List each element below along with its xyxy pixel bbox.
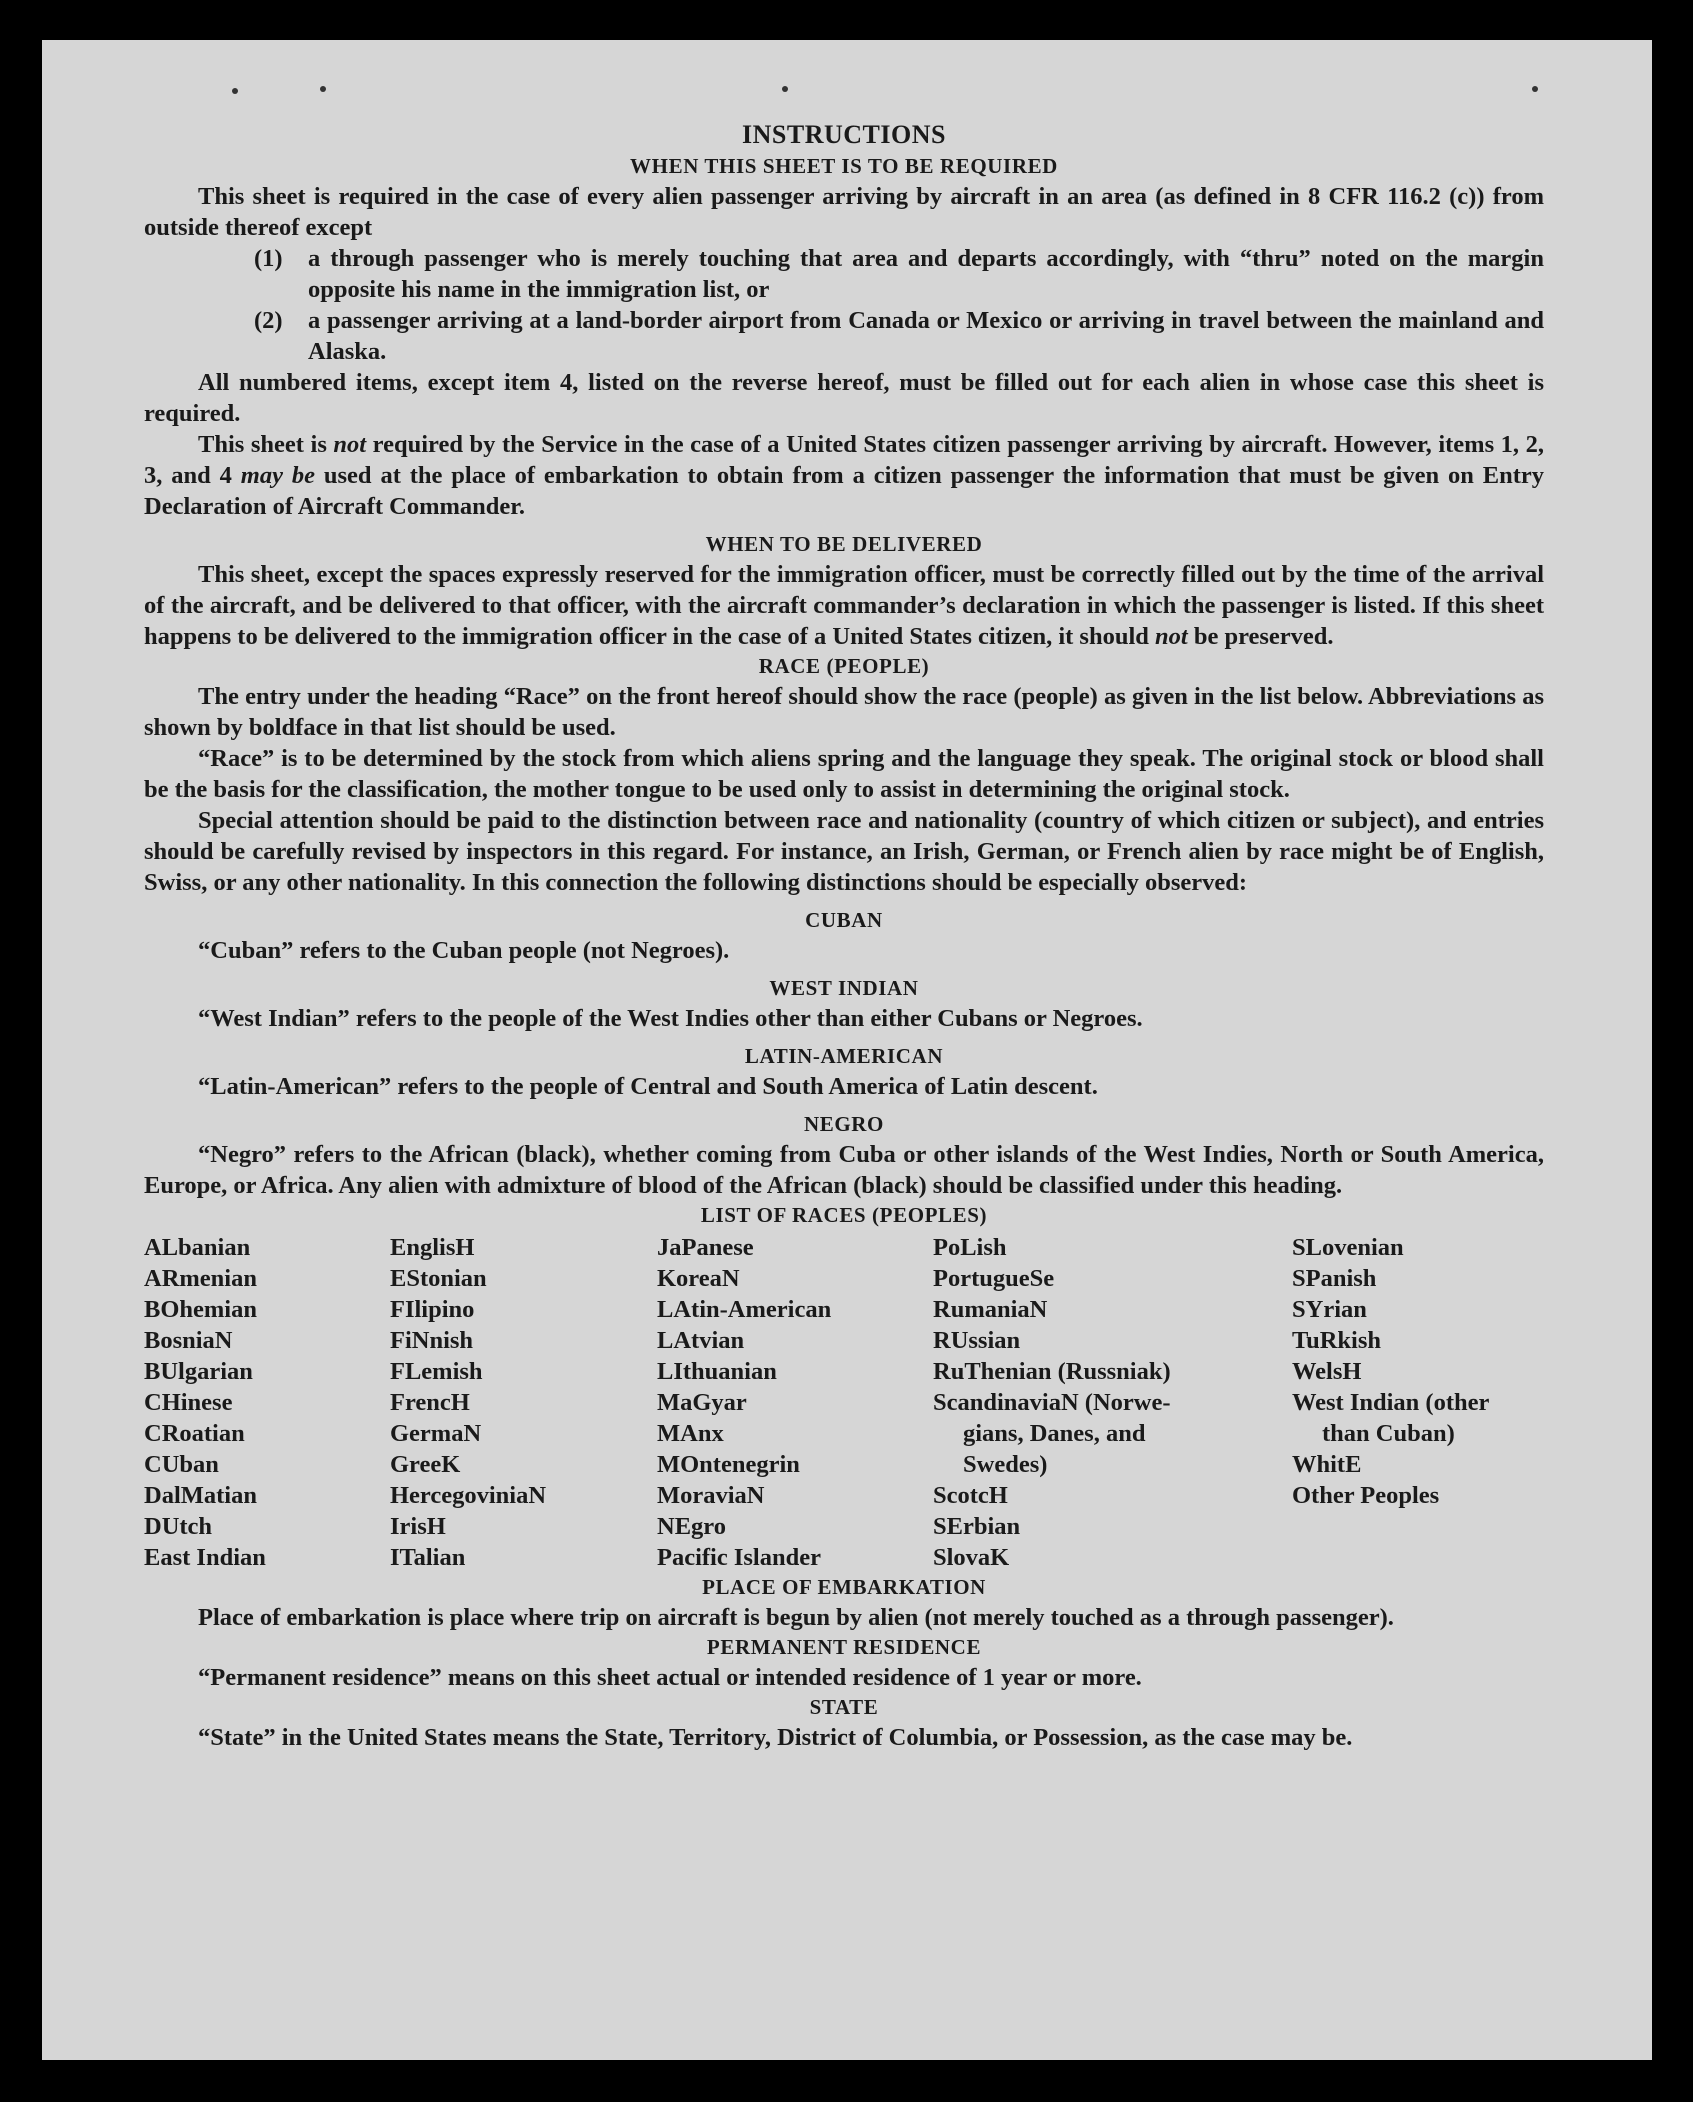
list-item bbox=[144, 305, 1544, 367]
instructions-content bbox=[144, 118, 1544, 1753]
race-entry: GermaN bbox=[390, 1420, 482, 1447]
paragraph: “Cuban” refers to the Cuban people (not Negroes). bbox=[198, 937, 730, 964]
race-entry: than Cuban) bbox=[1322, 1420, 1455, 1447]
race-entry: FIlipino bbox=[390, 1296, 475, 1323]
paragraph: “Negro” refers to the African (black), whether coming from Cuba or other islands of the West Indies, North or South America, Europe, or Africa. Any alien with admixture of blood of the African (black) should be classified under this heading. bbox=[144, 1141, 1544, 1199]
paragraph: All numbered items, except item 4, listed on the reverse hereof, must be filled out for each alien in whose case this sheet is required. bbox=[144, 369, 1544, 427]
item-number: (2) bbox=[254, 307, 283, 334]
races-column-3 bbox=[657, 1232, 933, 1573]
paragraph: “State” in the United States means the State, Territory, District of Columbia, or Possession, as the case may be. bbox=[198, 1724, 1353, 1751]
races-column-2 bbox=[390, 1232, 657, 1573]
race-entry: ALbanian bbox=[144, 1234, 251, 1261]
race-entry: CHinese bbox=[144, 1389, 233, 1416]
race-entry: FLemish bbox=[390, 1358, 483, 1385]
race-entry: GreeK bbox=[390, 1451, 461, 1478]
item-text: a through passenger who is merely touching that area and departs accordingly, with “thru” noted on the margin opposite his name in the immigration list, or bbox=[308, 245, 1544, 303]
item-text: a passenger arriving at a land-border airport from Canada or Mexico or arriving in travel between the mainland and Alaska. bbox=[308, 307, 1544, 365]
text-span: required by the Service in the case of a United States citizen passenger arriving by aircraft. However, items 1, 2, 3, and 4 bbox=[144, 431, 1544, 489]
heading-when-required: WHEN THIS SHEET IS TO BE REQUIRED bbox=[630, 154, 1058, 178]
race-entry: Pacific Islander bbox=[657, 1544, 821, 1571]
race-entry: LAtin-American bbox=[657, 1296, 832, 1323]
race-entry: SYrian bbox=[1292, 1296, 1367, 1323]
race-entry: KoreaN bbox=[657, 1265, 740, 1292]
paragraph: Place of embarkation is place where trip on aircraft is begun by alien (not merely touched as a through passenger). bbox=[198, 1604, 1394, 1631]
document-sheet bbox=[42, 40, 1652, 2060]
races-column-4 bbox=[933, 1232, 1292, 1573]
race-entry: ScandinaviaN (Norwe- bbox=[933, 1389, 1171, 1416]
race-entry: PoLish bbox=[933, 1234, 1007, 1261]
race-entry: SPanish bbox=[1292, 1265, 1377, 1292]
race-entry: CRoatian bbox=[144, 1420, 245, 1447]
heading-list-of-races: LIST OF RACES (PEOPLES) bbox=[700, 1203, 988, 1227]
text-span: This sheet is bbox=[198, 431, 334, 458]
heading-permanent-residence: PERMANENT RESIDENCE bbox=[706, 1635, 982, 1659]
races-column-1 bbox=[144, 1232, 390, 1573]
race-entry: FiNnish bbox=[390, 1327, 474, 1354]
italic-text: not bbox=[333, 431, 367, 458]
paragraph bbox=[144, 559, 1544, 652]
paragraph bbox=[144, 429, 1544, 522]
list-item bbox=[144, 243, 1544, 305]
race-entry: MaGyar bbox=[657, 1389, 747, 1416]
race-entry: ITalian bbox=[390, 1544, 466, 1571]
race-entry: LAtvian bbox=[657, 1327, 745, 1354]
race-entry: East Indian bbox=[144, 1544, 266, 1571]
race-entry: BOhemian bbox=[144, 1296, 257, 1323]
heading-latin-american: LATIN-AMERICAN bbox=[744, 1044, 944, 1068]
heading-west-indian: WEST INDIAN bbox=[769, 976, 919, 1000]
race-entry: ARmenian bbox=[144, 1265, 257, 1292]
paragraph: “West Indian” refers to the people of the West Indies other than either Cubans or Negroes. bbox=[198, 1005, 1143, 1032]
speck-mark bbox=[320, 86, 326, 92]
race-entry: Other Peoples bbox=[1292, 1482, 1440, 1509]
italic-text: may be bbox=[240, 462, 315, 489]
race-entry: NEgro bbox=[657, 1513, 726, 1540]
race-entry: MOntenegrin bbox=[657, 1451, 800, 1478]
heading-race: RACE (PEOPLE) bbox=[758, 654, 930, 678]
race-entry: EStonian bbox=[390, 1265, 487, 1292]
heading-cuban: CUBAN bbox=[805, 908, 883, 932]
paragraph: “Permanent residence” means on this sheet actual or intended residence of 1 year or more. bbox=[198, 1664, 1142, 1691]
speck-mark bbox=[232, 88, 238, 94]
race-entry: West Indian (other bbox=[1292, 1389, 1490, 1416]
text-span: used at the place of embarkation to obtain from a citizen passenger the information that must be given on Entry Declaration of Aircraft Commander. bbox=[144, 462, 1544, 520]
text-span: be preserved. bbox=[1187, 623, 1334, 650]
race-entry: ScotcH bbox=[933, 1482, 1008, 1509]
race-entry: MoraviaN bbox=[657, 1482, 765, 1509]
item-number: (1) bbox=[254, 245, 283, 272]
paragraph: “Race” is to be determined by the stock from which aliens spring and the language they speak. The original stock or blood shall be the basis for the classification, the mother tongue to be used only to assist in determining the original stock. bbox=[144, 745, 1544, 803]
paragraph: “Latin-American” refers to the people of Central and South America of Latin descent. bbox=[198, 1073, 1098, 1100]
race-entry: RuThenian (Russniak) bbox=[933, 1358, 1171, 1385]
heading-state: STATE bbox=[809, 1695, 879, 1719]
race-entry: LIthuanian bbox=[657, 1358, 777, 1385]
italic-text: not bbox=[1155, 623, 1188, 650]
races-list bbox=[144, 1232, 1544, 1573]
paragraph: Special attention should be paid to the distinction between race and nationality (country of which citizen or subject), and entries should be carefully revised by inspectors in this regard. For instance, an Irish, German, or French alien by race might be of English, Swiss, or any other nationality. In this connection the following distinctions should be especially observed: bbox=[144, 807, 1544, 896]
race-entry: PortugueSe bbox=[933, 1265, 1055, 1292]
race-entry: SErbian bbox=[933, 1513, 1021, 1540]
race-entry: BUlgarian bbox=[144, 1358, 253, 1385]
race-entry: BosniaN bbox=[144, 1327, 233, 1354]
race-entry: HercegoviniaN bbox=[390, 1482, 547, 1509]
race-entry: CUban bbox=[144, 1451, 219, 1478]
race-entry: TuRkish bbox=[1292, 1327, 1382, 1354]
race-entry: JaPanese bbox=[657, 1234, 754, 1261]
race-entry: WelsH bbox=[1292, 1358, 1362, 1385]
race-entry: RumaniaN bbox=[933, 1296, 1048, 1323]
heading-when-delivered: WHEN TO BE DELIVERED bbox=[705, 532, 983, 556]
paragraph: This sheet is required in the case of every alien passenger arriving by aircraft in an area (as defined in 8 CFR 116.2 (c)) from outside thereof except bbox=[144, 183, 1544, 241]
heading-place-of-embarkation: PLACE OF EMBARKATION bbox=[702, 1575, 986, 1599]
race-entry: gians, Danes, and bbox=[963, 1420, 1146, 1447]
race-entry: FrencH bbox=[390, 1389, 470, 1416]
race-entry: RUssian bbox=[933, 1327, 1021, 1354]
speck-mark bbox=[1532, 86, 1538, 92]
page-title: INSTRUCTIONS bbox=[742, 120, 946, 149]
race-entry: SLovenian bbox=[1292, 1234, 1404, 1261]
race-entry: SlovaK bbox=[933, 1544, 1010, 1571]
text-span: This sheet, except the spaces expressly reserved for the immigration officer, must be correctly filled out by the time of the arrival of the aircraft, and be delivered to that officer, with the aircraft commander’s declaration in which the passenger is listed. If this sheet happens to be delivered to the immigration officer in the case of a United States citizen, it should bbox=[144, 561, 1544, 650]
race-entry: Swedes) bbox=[963, 1451, 1048, 1478]
speck-mark bbox=[782, 86, 788, 92]
race-entry: DUtch bbox=[144, 1513, 213, 1540]
race-entry: MAnx bbox=[657, 1420, 724, 1447]
race-entry: EnglisH bbox=[390, 1234, 475, 1261]
paragraph: The entry under the heading “Race” on the front hereof should show the race (people) as given in the list below. Abbreviations as shown by boldface in that list should be used. bbox=[144, 683, 1544, 741]
race-entry: IrisH bbox=[390, 1513, 446, 1540]
heading-negro: NEGRO bbox=[803, 1112, 884, 1136]
race-entry: DalMatian bbox=[144, 1482, 257, 1509]
race-entry: WhitE bbox=[1292, 1451, 1362, 1478]
races-column-5 bbox=[1292, 1232, 1544, 1573]
